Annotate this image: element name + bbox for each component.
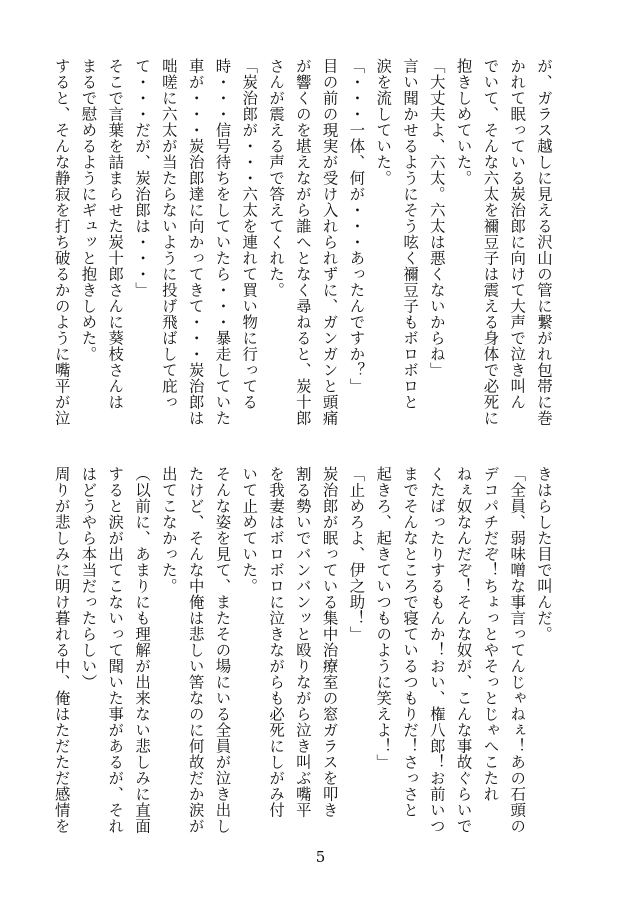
text-line: 時・・・信号待ちをしていたら・・・暴走していた bbox=[213, 58, 232, 426]
text-line: 起きろ、起きていつものように笑えよ！」 bbox=[374, 466, 393, 770]
text-line: 涙を流していた。 bbox=[374, 58, 393, 186]
text-line: 抱きしめていた。 bbox=[454, 58, 473, 186]
text-line: すると、そんな静寂を打ち破るかのように嘴平が泣 bbox=[52, 58, 71, 426]
text-line: （以前に、あまりにも理解が出来ない悲しみに直面 bbox=[133, 466, 152, 834]
text-line: を我妻はボロボロに泣きながらも必死にしがみ付 bbox=[267, 466, 286, 818]
text-line: 周りが悲しみに明け暮れる中、俺はただただ感情を bbox=[52, 466, 71, 834]
text-line: が、ガラス越しに見える沢山の管に繋がれ包帯に巻 bbox=[535, 58, 553, 426]
text-line: 言い聞かせるようにそう呟く禰豆子もボロボロと bbox=[401, 58, 420, 410]
text-line: たけど、そんな中俺は悲しい筈なのに何故だか涙が bbox=[186, 466, 205, 834]
text-line: 割る勢いでバンバンッと殴りながら泣き叫ぶ嘴平 bbox=[293, 466, 312, 818]
text-line: 車が・・・炭治郎達に向かってきて・・・炭治郎は bbox=[186, 58, 205, 426]
text-line: 炭治郎が眠っている集中治療室の窓ガラスを叩き bbox=[320, 466, 339, 818]
text-line: さんが震える声で答えてくれた。 bbox=[267, 58, 286, 298]
text-line: 目の前の現実が受け入れられずに、ガンガンと頭痛 bbox=[320, 58, 339, 426]
text-line: かれて眠っている炭治郎に向けて大声で泣き叫ん bbox=[508, 58, 527, 410]
text-line: まるで慰めるようにギュッと抱きしめた。 bbox=[79, 58, 98, 362]
text-line: 「・・・一体、何が・・・あったんですか？」 bbox=[347, 58, 366, 394]
text-line: までそんなところで寝ているつもりだ！さっさと bbox=[401, 466, 420, 818]
text-line: くたばったりするもんか！おい、権八郎！お前いつ bbox=[427, 466, 446, 834]
text-line: ねぇ奴なんだぞ！そんな奴が、こんな事故ぐらいで bbox=[454, 466, 473, 834]
text-line: て・・・だが、炭治郎は・・・」 bbox=[133, 58, 152, 298]
text-line: 「止めろよ、伊之助！」 bbox=[347, 466, 366, 642]
text-line: はどうやら本当だったらしい） bbox=[79, 466, 98, 690]
text-line: 「全員、弱味噌な事言ってんじゃねぇ！あの石頭の bbox=[508, 466, 527, 834]
text-line: 咄嗟に六太が当たらないように投げ飛ばして庇っ bbox=[159, 58, 178, 410]
text-line: そこで言葉を詰まらせた炭十郎さんに葵枝さんは bbox=[106, 58, 125, 410]
text-line: すると涙が出てこないって聞いた事があるが、それ bbox=[106, 466, 125, 834]
text-line: 「炭治郎が・・・六太を連れて買い物に行ってる bbox=[240, 58, 259, 410]
text-line: が響くのを堪えながら誰へとなく尋ねると、炭十郎 bbox=[293, 58, 312, 426]
text-line: でいて、そんな六太を禰豆子は震える身体で必死に bbox=[481, 58, 500, 426]
text-line: デコパチだぞ！ちょっとやそっとじゃへこたれ bbox=[481, 466, 500, 802]
text-line: きはらした目で叫んだ。 bbox=[535, 466, 553, 642]
text-block-top bbox=[48, 58, 557, 432]
page-number: 5 bbox=[315, 848, 326, 866]
text-line: いて止めていた。 bbox=[240, 466, 259, 594]
text-line: そんな姿を見て、またその場にいる全員が泣き出し bbox=[213, 466, 232, 834]
text-block-bottom bbox=[48, 466, 557, 840]
text-line: 「大丈夫よ、六太。六太は悪くないからね」 bbox=[427, 58, 446, 378]
text-line: 出てこなかった。 bbox=[159, 466, 178, 594]
